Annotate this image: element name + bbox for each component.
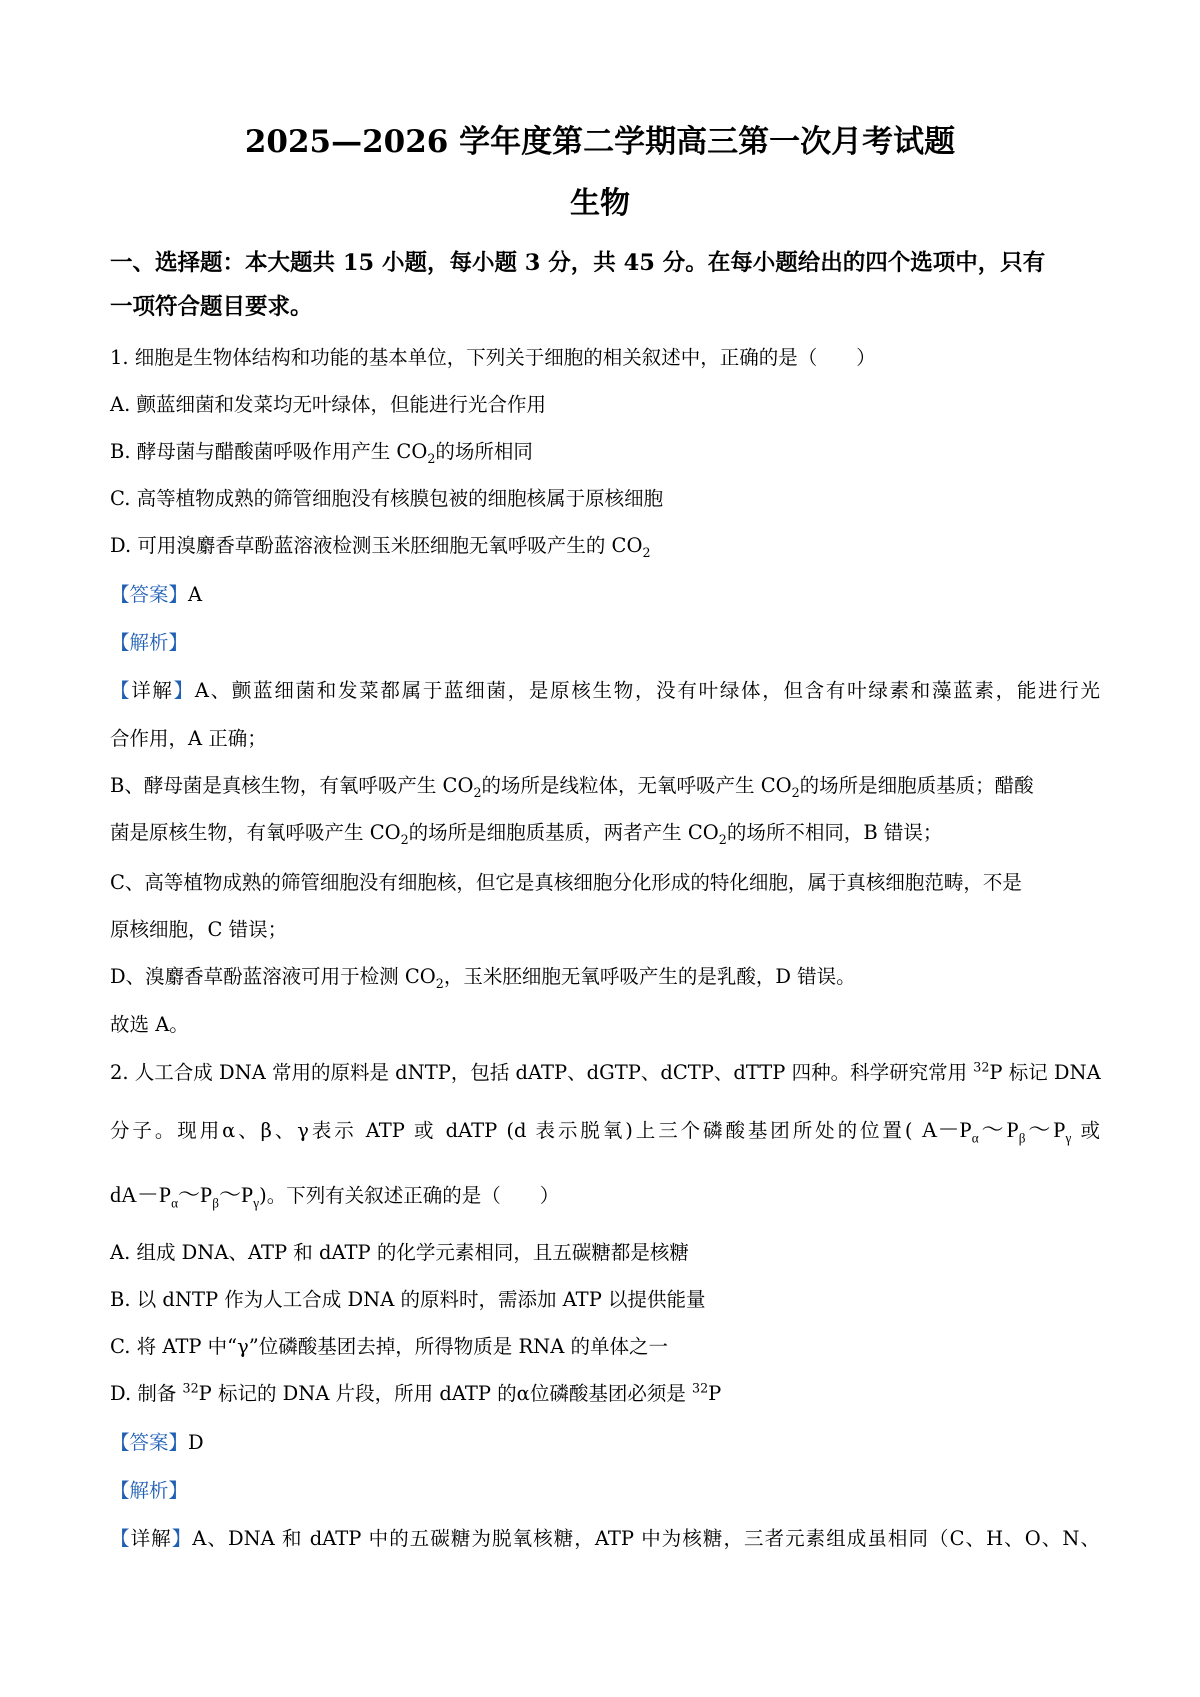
- q2-analysis: [110, 1476, 1100, 1506]
- exam-title: 2025—2026 学年度第二学期高三第一次月考试题: [244, 124, 956, 160]
- bracket-close: 】: [173, 679, 195, 702]
- formula-part: ～P: [978, 1117, 1019, 1142]
- bracket-close: 】: [168, 631, 189, 654]
- detail-text: 的场所是细胞质基质；醋酸: [799, 774, 1034, 797]
- q1-detail-d: [110, 962, 1100, 992]
- analysis-tag: 解析: [129, 631, 169, 654]
- q1-detail-c-line1: C、高等植物成熟的筛管细胞没有细胞核，但它是真核细胞分化形成的特化细胞，属于真核细胞范畴，不是: [110, 871, 1022, 894]
- q2-option-b: B. 以 dNTP 作为人工合成 DNA 的原料时，需添加 ATP 以提供能量: [110, 1288, 706, 1311]
- q1-stem: 1. 细胞是生物体结构和功能的基本单位，下列关于细胞的相关叙述中，正确的是（ ）: [110, 346, 876, 369]
- detail-text: B、酵母菌是真核生物，有氧呼吸产生 CO: [110, 774, 474, 797]
- section-heading-line2: 一项符合题目要求。: [110, 294, 313, 320]
- section-heading-line1: 一、选择题：本大题共 15 小题，每小题 3 分，共 45 分。在每小题给出的四个选项中，只有: [110, 250, 1046, 276]
- q2-option-d-text: P 标记的 DNA 片段，所用 dATP 的α位磷酸基团必须是: [198, 1382, 693, 1405]
- q2-option-d-text: D. 制备: [110, 1382, 183, 1405]
- q2-stem-line1: [110, 1058, 1100, 1088]
- q2-stem-text: )。下列有关叙述正确的是（ ）: [259, 1184, 560, 1207]
- analysis-tag: 解析: [129, 1479, 169, 1502]
- detail-tag: 详解: [131, 679, 174, 702]
- detail-text: 菌是原核生物，有氧呼吸产生 CO: [110, 821, 401, 844]
- formula-part: ～P: [219, 1182, 254, 1207]
- q2-stem-text: 或: [1080, 1119, 1100, 1142]
- q2-stem-text: P 标记 DNA: [989, 1061, 1101, 1084]
- formula-part: ～P: [178, 1182, 213, 1207]
- q1-detail-c-line2: 原核细胞，C 错误；: [110, 918, 288, 941]
- q2-stem-text: 2. 人工合成 DNA 常用的原料是 dNTP，包括 dATP、dGTP、dCTP、dTTP 四种。科学研究常用: [110, 1061, 974, 1084]
- superscript: 32: [973, 1059, 990, 1075]
- subscript: β: [212, 1195, 220, 1211]
- bracket-open: 【: [110, 1527, 131, 1550]
- detail-text: A、颤蓝细菌和发菜都属于蓝细菌，是原核生物，没有叶绿体，但含有叶绿素和藻蓝素，能进行光: [194, 679, 1100, 702]
- bracket-open: 【: [110, 1479, 130, 1502]
- q2-option-c: C. 将 ATP 中“γ”位磷酸基团去掉，所得物质是 RNA 的单体之一: [110, 1335, 668, 1358]
- atp-formula: [921, 1117, 1072, 1146]
- q2-answer: [110, 1428, 1100, 1458]
- q2-option-d-text: P: [708, 1382, 722, 1405]
- q1-option-b: [110, 437, 1100, 467]
- answer-value: A: [188, 583, 203, 606]
- q1-answer: [110, 580, 1100, 610]
- q1-option-d-text: D. 可用溴麝香草酚蓝溶液检测玉米胚细胞无氧呼吸产生的 CO: [110, 534, 643, 557]
- subscript: α: [171, 1195, 179, 1211]
- subscript: 2: [435, 975, 444, 991]
- q1-option-c: C. 高等植物成熟的筛管细胞没有核膜包被的细胞核属于原核细胞: [110, 487, 664, 510]
- bracket-open: 【: [110, 1431, 130, 1454]
- superscript: 32: [182, 1380, 199, 1396]
- q1-detail-b-line1: [110, 771, 1100, 801]
- subscript: 2: [718, 831, 727, 847]
- subscript: 2: [427, 450, 436, 466]
- datp-formula: [110, 1182, 260, 1211]
- subscript: γ: [1065, 1130, 1072, 1146]
- subscript: 2: [473, 784, 482, 800]
- bracket-open: 【: [110, 631, 130, 654]
- subscript: 2: [791, 784, 800, 800]
- bracket-close: 】: [168, 583, 189, 606]
- q1-option-a: A. 颤蓝细菌和发菜均无叶绿体，但能进行光合作用: [110, 393, 546, 416]
- q1-conclusion: 故选 A。: [110, 1013, 189, 1036]
- detail-text: ，玉米胚细胞无氧呼吸产生的是乳酸，D 错误。: [443, 965, 856, 988]
- bracket-open: 【: [110, 679, 132, 702]
- answer-value: D: [188, 1431, 204, 1454]
- subscript: β: [1018, 1130, 1026, 1146]
- q2-stem-line2: [110, 1115, 1100, 1146]
- subscript: 2: [400, 831, 409, 847]
- detail-text: 的场所不相同，B 错误；: [726, 821, 943, 844]
- q1-analysis: [110, 628, 1100, 658]
- superscript: 32: [692, 1380, 709, 1396]
- q1-option-b-text-end: 的场所相同: [435, 440, 533, 463]
- detail-text: 的场所是细胞质基质，两者产生 CO: [408, 821, 719, 844]
- bracket-close: 】: [168, 1431, 189, 1454]
- q2-stem-text: 分子。现用α、β、γ表示 ATP 或 dATP (d 表示脱氧)上三个磷酸基团所处的位置(: [110, 1119, 913, 1142]
- bracket-close: 】: [171, 1527, 193, 1550]
- q2-detail-a-line1: [110, 1524, 1100, 1554]
- detail-text: A、DNA 和 dATP 中的五碳糖为脱氧核糖，ATP 中为核糖，三者元素组成虽相同（C、H、O、N、: [192, 1527, 1100, 1550]
- answer-tag: 答案: [129, 1431, 169, 1454]
- q1-detail-a-line2: 合作用，A 正确；: [110, 727, 267, 750]
- bracket-close: 】: [168, 1479, 189, 1502]
- bracket-open: 【: [110, 583, 130, 606]
- answer-tag: 答案: [129, 583, 169, 606]
- q1-option-b-text: B. 酵母菌与醋酸菌呼吸作用产生 CO: [110, 440, 428, 463]
- detail-tag: 详解: [130, 1527, 172, 1550]
- subscript: α: [971, 1130, 979, 1146]
- subscript: γ: [253, 1195, 260, 1211]
- subscript: 2: [642, 544, 651, 560]
- q2-option-a: A. 组成 DNA、ATP 和 dATP 的化学元素相同，且五碳糖都是核糖: [110, 1241, 689, 1264]
- q1-detail-a-line1: [110, 676, 1100, 706]
- q2-option-d: [110, 1379, 1100, 1409]
- q1-detail-b-line2: [110, 818, 1100, 848]
- detail-text: 的场所是线粒体，无氧呼吸产生 CO: [481, 774, 792, 797]
- formula-part: ～P: [1025, 1117, 1066, 1142]
- formula-part: dA－P: [110, 1182, 172, 1207]
- detail-text: D、溴麝香草酚蓝溶液可用于检测 CO: [110, 965, 436, 988]
- q2-stem-line3: [110, 1180, 1100, 1211]
- formula-part: A－P: [921, 1117, 972, 1142]
- subject-title: 生物: [570, 186, 630, 221]
- q1-option-d: [110, 531, 1100, 561]
